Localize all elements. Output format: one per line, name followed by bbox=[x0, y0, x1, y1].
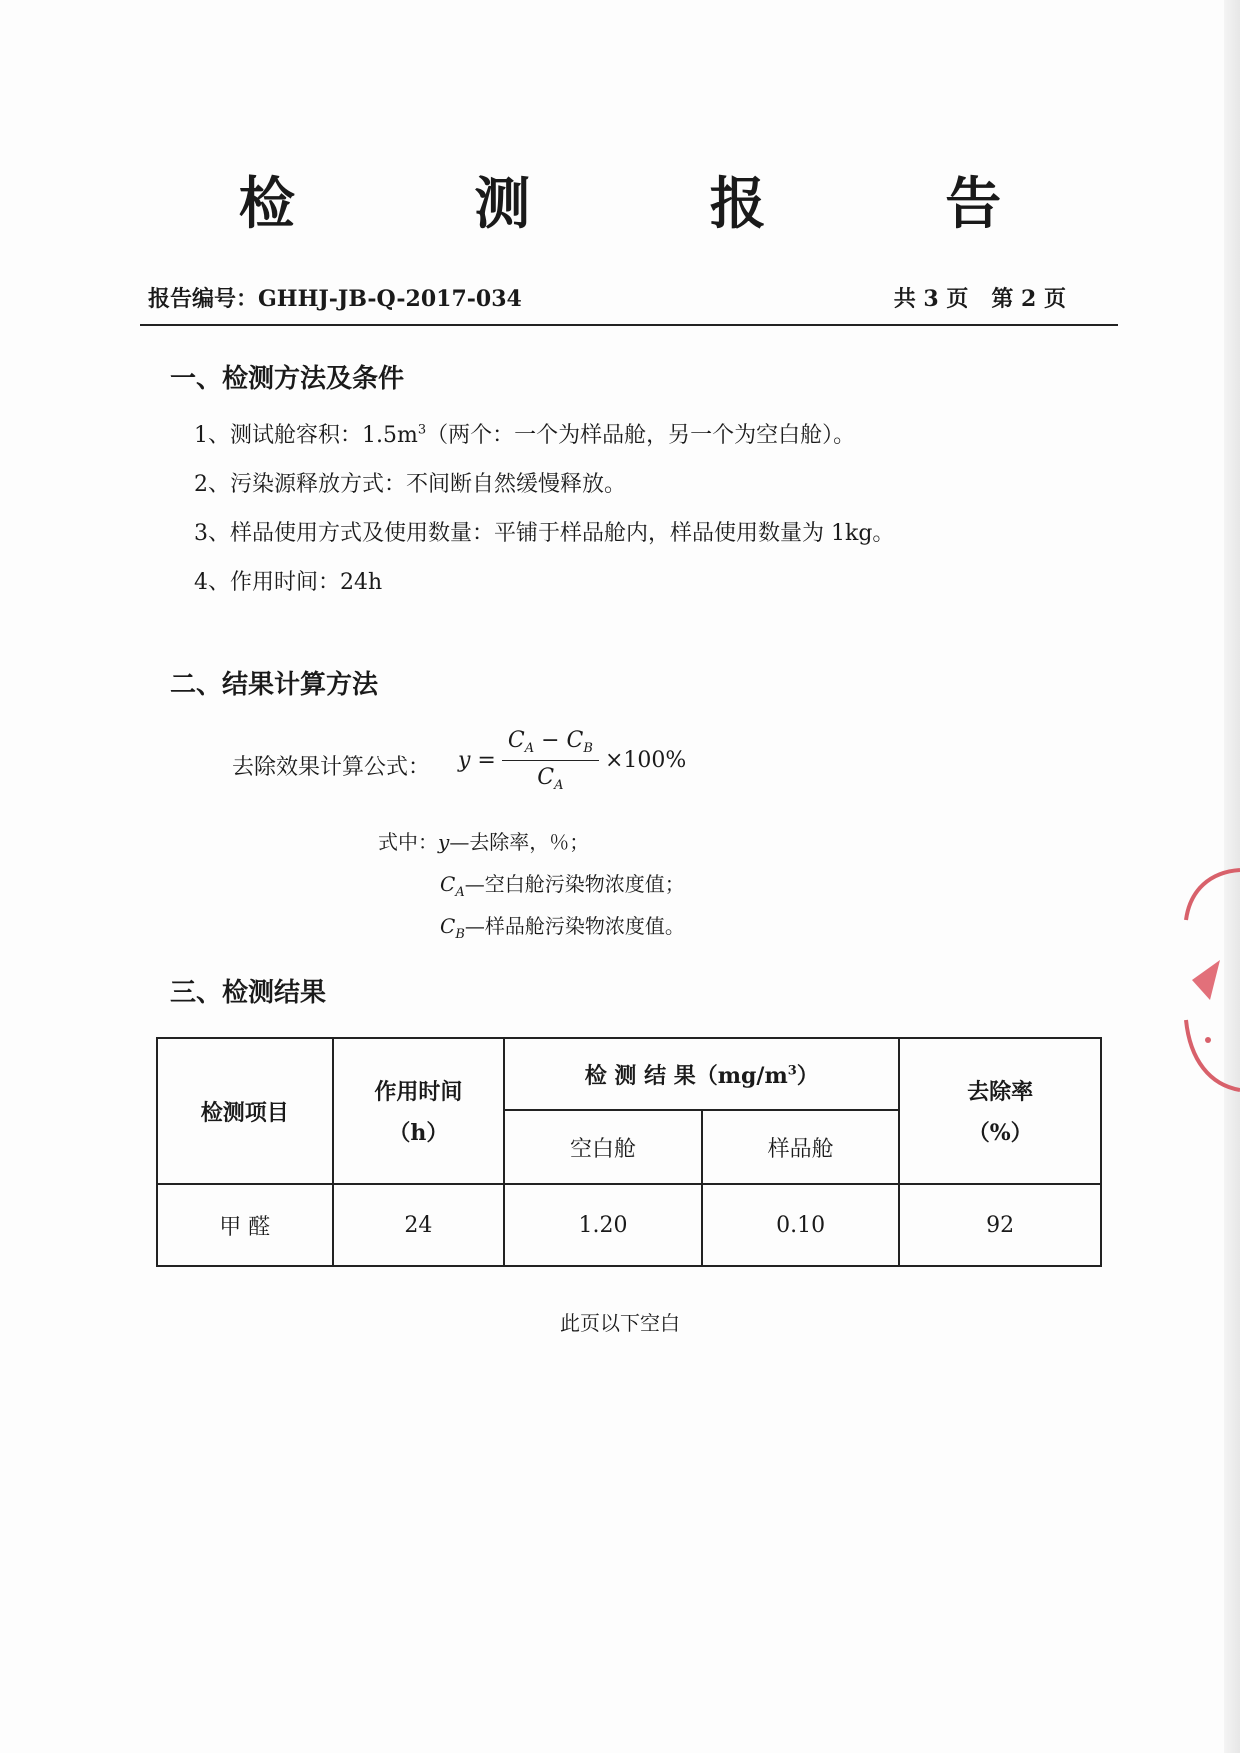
subheader-sample: 样品舱 bbox=[702, 1110, 900, 1184]
header-divider bbox=[140, 324, 1118, 326]
section1-item1 bbox=[194, 418, 855, 449]
page-title: 检 测 报 告 bbox=[238, 171, 1082, 237]
formula-denominator bbox=[537, 761, 563, 793]
numerator-ca-sub: A bbox=[524, 741, 535, 756]
numerator-minus: − bbox=[541, 728, 560, 753]
where-ca bbox=[440, 868, 685, 900]
formula-numerator bbox=[502, 728, 599, 761]
subheader-blank: 空白舱 bbox=[504, 1110, 702, 1184]
section1-item4: 4、作用时间：24h bbox=[194, 570, 383, 595]
report-number bbox=[148, 282, 522, 313]
header-result-sup: 3 bbox=[787, 1063, 797, 1079]
denominator-ca-sub: A bbox=[554, 778, 564, 793]
header-rate bbox=[899, 1038, 1101, 1184]
where-cb-var: C bbox=[440, 914, 456, 938]
formula-fraction bbox=[502, 728, 599, 793]
header-result-label: 检 测 结 果（mg/m bbox=[584, 1062, 788, 1089]
numerator-cb-sub: B bbox=[583, 741, 593, 756]
section3-heading: 三、检测结果 bbox=[170, 978, 327, 1008]
page-count: 共 3 页 第 2 页 bbox=[893, 286, 1066, 312]
section1-heading: 一、检测方法及条件 bbox=[170, 364, 405, 394]
blank-page-note: 此页以下空白 bbox=[560, 1311, 680, 1335]
header-result-close: ） bbox=[796, 1062, 819, 1089]
seal-stamp-fragment bbox=[1180, 860, 1240, 1100]
header-result bbox=[504, 1038, 899, 1110]
where-ca-sub: A bbox=[455, 885, 465, 900]
numerator-cb: C bbox=[566, 728, 584, 753]
cell-item: 甲 醛 bbox=[157, 1184, 333, 1266]
formula-label: 去除效果计算公式： bbox=[232, 755, 431, 780]
cell-sample: 0.10 bbox=[702, 1184, 900, 1266]
where-y-var: y bbox=[438, 830, 450, 854]
formula-multiplier: ×100% bbox=[604, 748, 687, 773]
numerator-ca: C bbox=[507, 728, 525, 753]
cell-blank: 1.20 bbox=[504, 1184, 702, 1266]
where-cb-sub: B bbox=[455, 927, 465, 942]
results-table bbox=[156, 1037, 1102, 1267]
where-cb-desc: —样品舱污染物浓度值。 bbox=[464, 914, 685, 938]
header-rate-unit: （%） bbox=[967, 1120, 1033, 1146]
header-time-unit: （h） bbox=[388, 1120, 449, 1146]
where-prefix: 式中： bbox=[378, 830, 438, 854]
header-time bbox=[333, 1038, 505, 1184]
cell-time: 24 bbox=[333, 1184, 505, 1266]
header-rate-label: 去除率 bbox=[967, 1079, 1034, 1105]
header-item: 检测项目 bbox=[157, 1038, 333, 1184]
where-cb bbox=[440, 910, 685, 942]
section2-heading: 二、结果计算方法 bbox=[170, 670, 379, 700]
table-row bbox=[157, 1184, 1101, 1266]
item1-text: 1、测试舱容积：1.5m bbox=[194, 423, 418, 448]
denominator-ca: C bbox=[537, 765, 555, 790]
section1-item2: 2、污染源释放方式：不间断自然缓慢释放。 bbox=[194, 472, 626, 497]
cell-rate: 92 bbox=[899, 1184, 1101, 1266]
where-y bbox=[378, 826, 589, 855]
item1-superscript: 3 bbox=[417, 422, 427, 438]
item1-suffix: （两个：一个为样品舱，另一个为空白舱）。 bbox=[426, 423, 856, 448]
formula-lhs: y = bbox=[458, 748, 496, 773]
removal-formula bbox=[458, 728, 686, 793]
report-number-label: 报告编号： bbox=[148, 286, 259, 312]
header-time-label: 作用时间 bbox=[374, 1079, 463, 1105]
report-number-value: GHHJ-JB-Q-2017-034 bbox=[258, 286, 522, 312]
section1-item3: 3、样品使用方式及使用数量：平铺于样品舱内，样品使用数量为 1kg。 bbox=[194, 521, 895, 546]
where-ca-var: C bbox=[440, 872, 456, 896]
where-ca-desc: —空白舱污染物浓度值； bbox=[464, 872, 685, 896]
where-y-desc: —去除率，％； bbox=[449, 830, 590, 854]
